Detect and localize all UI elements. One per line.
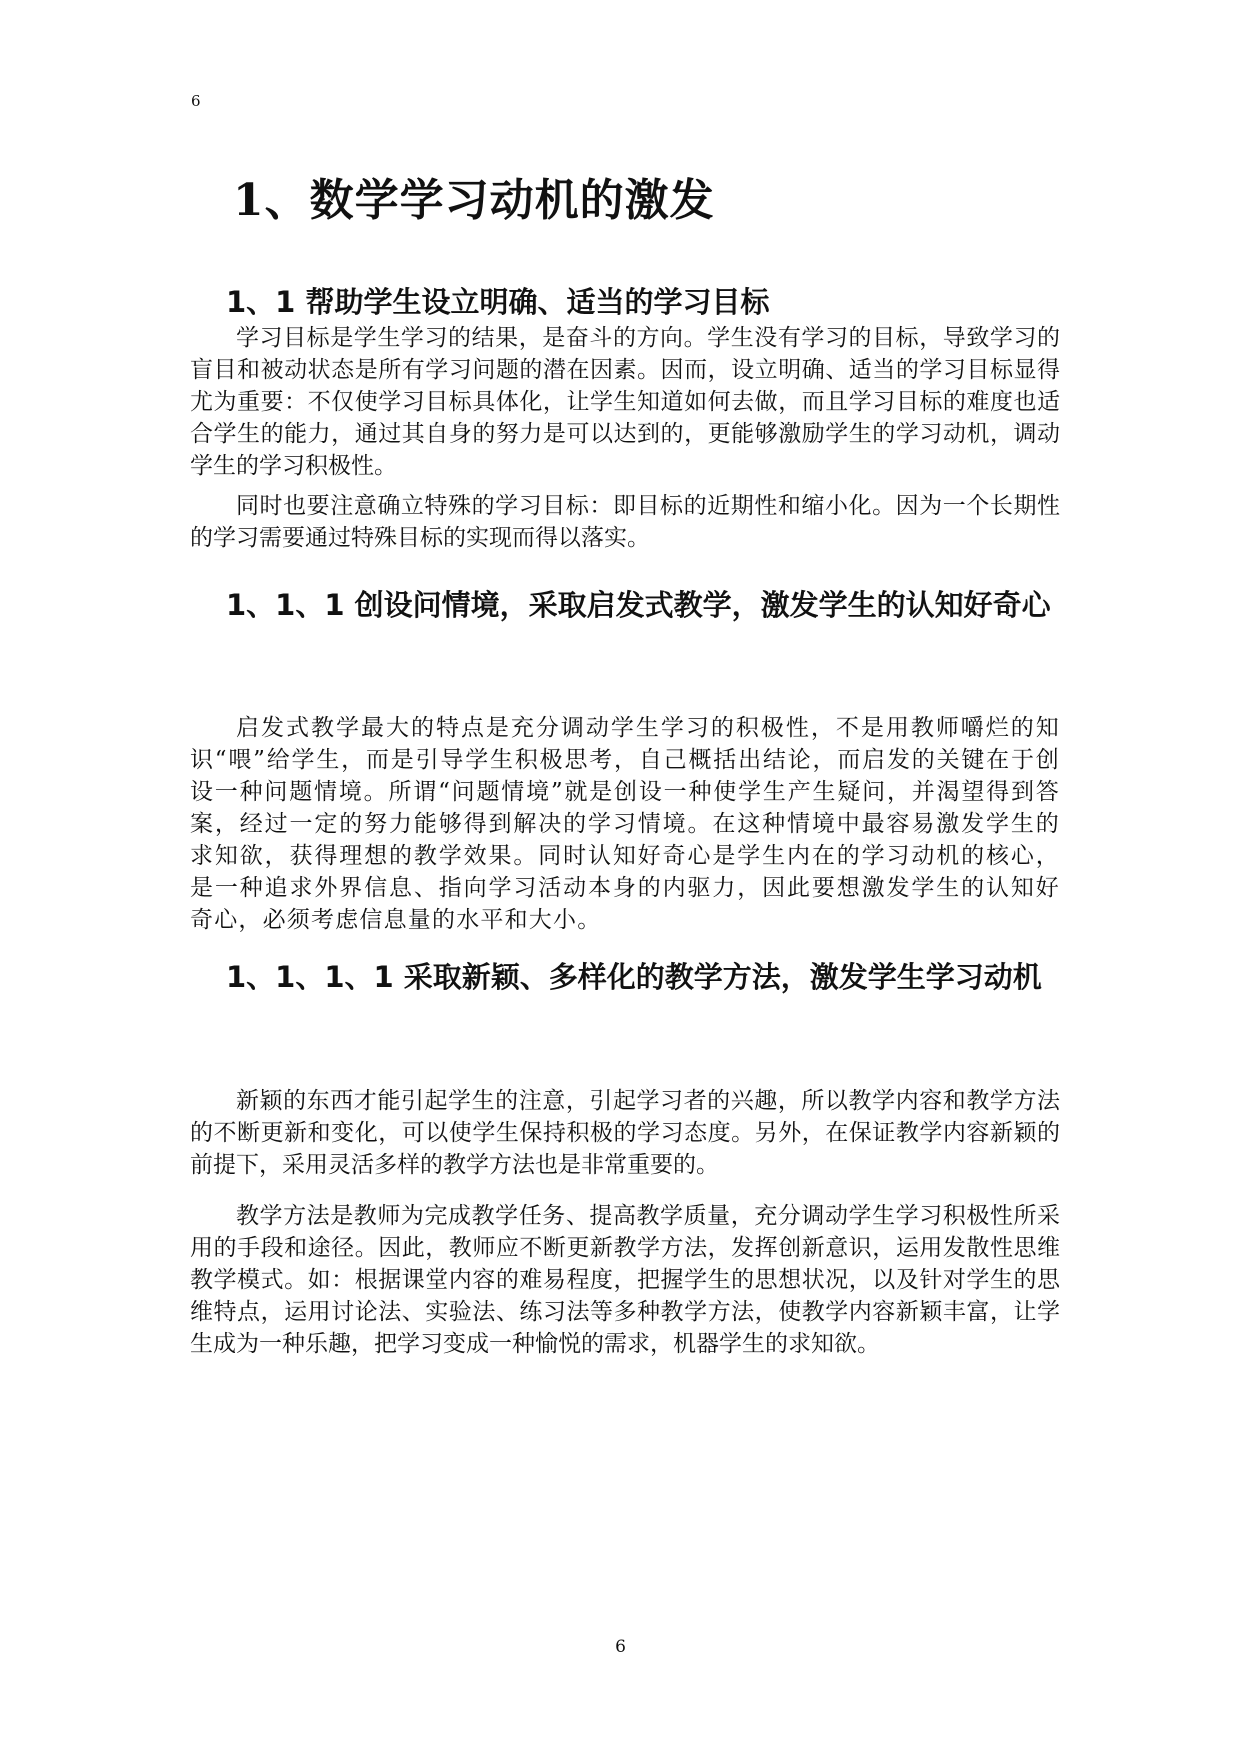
paragraph-heuristic-teaching: 启发式教学最大的特点是充分调动学生学习的积极性，不是用教师嚼烂的知识“喂”给学生，而是引导学生积极思考，自己概括出结论，而启发的关键在于创设一种问题情境。所谓“问题情境”就是创设一种使学生产生疑问，并渴望得到答案，经过一定的努力能够得到解决的学习情境。在这种情境中最容易激发学生的求知欲，获得理想的教学效果。同时认知好奇心是学生内在的学习动机的核心，是一种追求外界信息、指向学习活动本身的内驱力，因此要想激发学生的认知好奇心，必须考虑信息量的水平和大小。 — [190, 715, 1060, 933]
page-number-bottom: 6 — [615, 1637, 626, 1657]
page-number-top: 6 — [191, 92, 201, 110]
paragraph-teaching-methods: 教学方法是教师为完成教学任务、提高教学质量，充分调动学生学习积极性所采用的手段和途径。因此，教师应不断更新教学方法，发挥创新意识，运用发散性思维教学模式。如：根据课堂内容的难易程度，把握学生的思想状况，以及针对学生的思维特点，运用讨论法、实验法、练习法等多种教学方法，使教学内容新颖丰富，让学生成为一种乐趣，把学习变成一种愉悦的需求，机器学生的求知欲。 — [190, 1203, 1060, 1357]
chapter-heading: 1、数学学习动机的激发 — [233, 175, 715, 226]
subsection-heading: 1、1、1 创设问情境，采取启发式教学，激发学生的认知好奇心 — [226, 588, 1051, 622]
paragraph-novel-methods: 新颖的东西才能引起学生的注意，引起学习者的兴趣，所以教学内容和教学方法的不断更新和变化，可以使学生保持积极的学习态度。另外，在保证教学内容新颖的前提下，采用灵活多样的教学方法也是非常重要的。 — [190, 1088, 1060, 1178]
paragraph-learning-goals: 学习目标是学生学习的结果，是奋斗的方向。学生没有学习的目标，导致学习的盲目和被动状态是所有学习问题的潜在因素。因而，设立明确、适当的学习目标显得尤为重要：不仅使学习目标具体化，让学生知道如何去做，而且学习目标的难度也适合学生的能力，通过其自身的努力是可以达到的，更能够激励学生的学习动机，调动学生的学习积极性。 — [190, 325, 1060, 479]
paragraph-special-goals: 同时也要注意确立特殊的学习目标：即目标的近期性和缩小化。因为一个长期性的学习需要通过特殊目标的实现而得以落实。 — [190, 493, 1060, 551]
section-heading: 1、1 帮助学生设立明确、适当的学习目标 — [226, 285, 770, 319]
subsubsection-heading: 1、1、1、1 采取新颖、多样化的教学方法，激发学生学习动机 — [226, 960, 1042, 994]
